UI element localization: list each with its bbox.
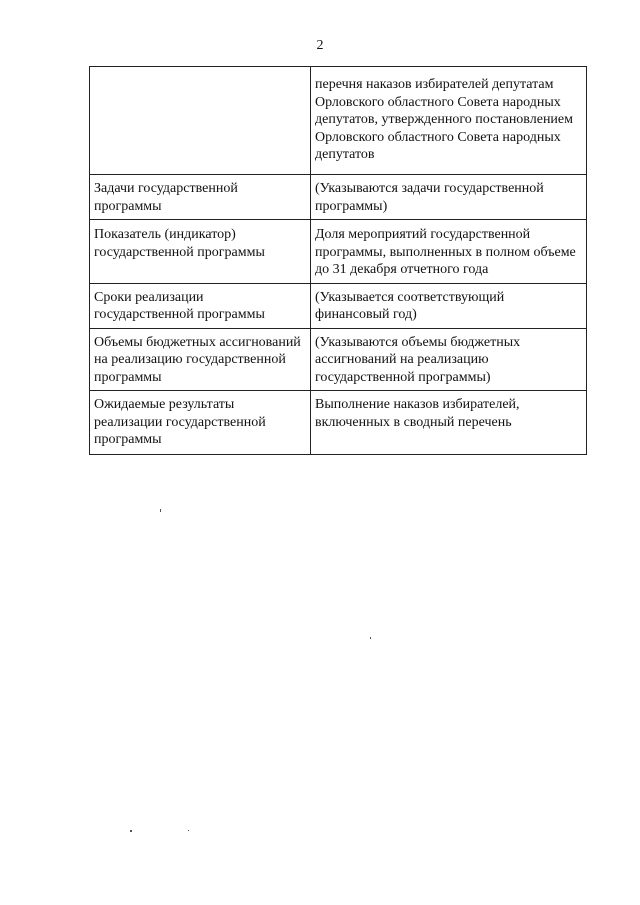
table-row: [90, 175, 587, 220]
row-label: Показатель (индикатор) государственной программы: [90, 220, 311, 284]
scan-speck: [188, 830, 189, 831]
row-label: Ожидаемые результаты реализации государственной программы: [90, 391, 311, 455]
row-value: (Указывается соответствующий финансовый год): [311, 283, 587, 328]
row-label: [90, 67, 311, 175]
table-row: [90, 328, 587, 391]
scan-speck: [160, 509, 161, 512]
table-row: [90, 220, 587, 284]
row-value: (Указываются задачи государственной программы): [311, 175, 587, 220]
row-value: Выполнение наказов избирателей, включенных в сводный перечень: [311, 391, 587, 455]
row-label: Объемы бюджетных ассигнований на реализацию государственной программы: [90, 328, 311, 391]
row-value: Доля мероприятий государственной программы, выполненных в полном объеме до 31 декабря отчетного года: [311, 220, 587, 284]
table-row: [90, 391, 587, 455]
table-row: [90, 283, 587, 328]
scan-speck: [370, 637, 371, 639]
row-label: Задачи государственной программы: [90, 175, 311, 220]
row-label: Сроки реализации государственной программы: [90, 283, 311, 328]
program-passport-table: [89, 66, 587, 455]
scan-speck: [130, 830, 132, 832]
table-row: [90, 67, 587, 175]
row-value: (Указываются объемы бюджетных ассигнований на реализацию государственной программы): [311, 328, 587, 391]
page-number: 2: [316, 38, 324, 53]
row-value: перечня наказов избирателей депутатам Орловского областного Совета народных депутатов, утвержденного постановлением Орловского областного Совета народных депутатов: [311, 67, 587, 175]
